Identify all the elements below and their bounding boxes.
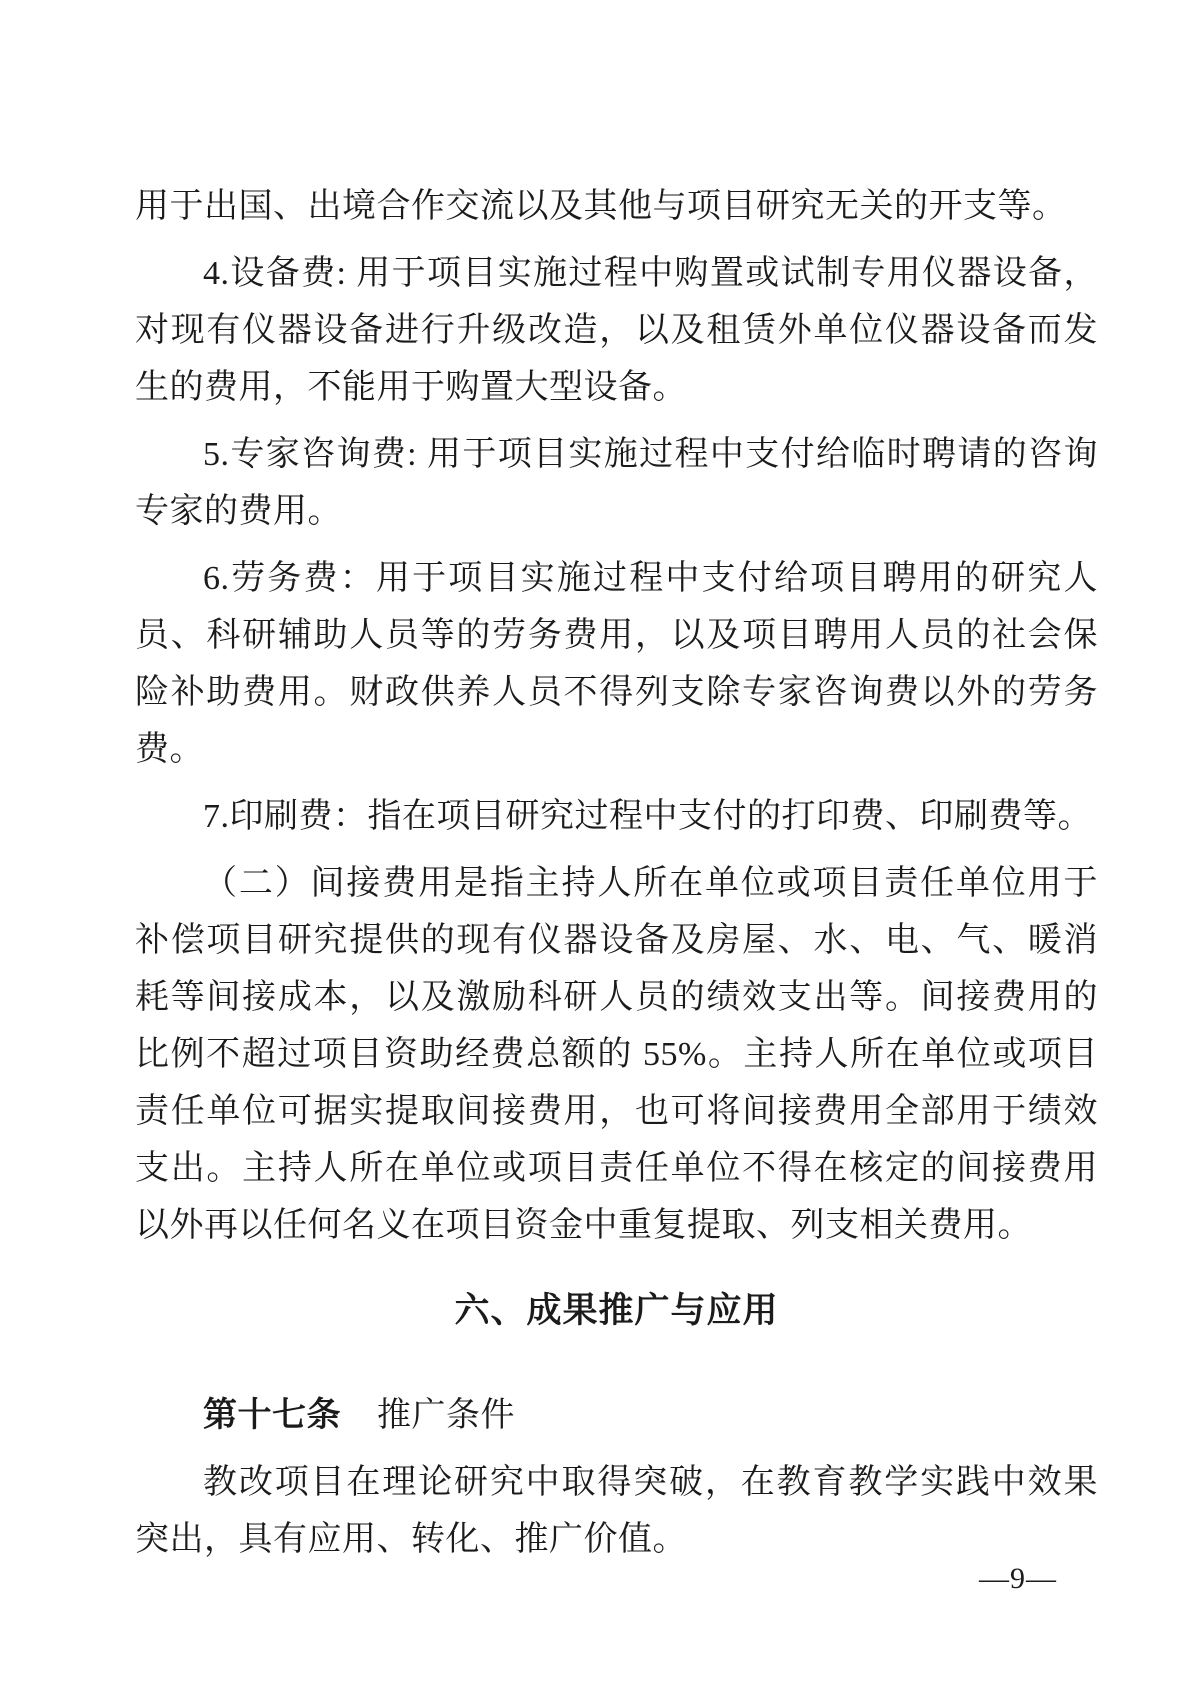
document-body: [135, 178, 1098, 1568]
paragraph-printing-fee: 7.印刷费：指在项目研究过程中支付的打印费、印刷费等。: [203, 798, 1092, 835]
paragraph-equipment-fee: 4.设备费: 用于项目实施过程中购置或试制专用仪器设备，对现有仪器设备进行升级改造，以及租赁外单位仪器设备而发生的费用，不能用于购置大型设备。: [135, 255, 1098, 406]
paragraph-promotion-conditions: 教改项目在理论研究中取得突破，在教育教学实践中效果突出，具有应用、转化、推广价值。: [135, 1464, 1098, 1558]
article-number: 第十七条: [203, 1396, 341, 1434]
paragraph-expert-consulting-fee: 5.专家咨询费: 用于项目实施过程中支付给临时聘请的咨询专家的费用。: [135, 436, 1098, 530]
article-title: 推广条件: [377, 1397, 515, 1434]
paragraph-labor-fee: 6.劳务费：用于项目实施过程中支付给项目聘用的研究人员、科研辅助人员等的劳务费用，以及项目聘用人员的社会保险补助费用。财政供养人员不得列支除专家咨询费以外的劳务费。: [135, 560, 1098, 768]
article-line: [135, 1387, 1098, 1444]
page-number: —9—: [979, 1562, 1057, 1595]
section-heading: 六、成果推广与应用: [454, 1291, 779, 1330]
paragraph-continuation: 用于出国、出境合作交流以及其他与项目研究无关的开支等。: [135, 188, 1067, 225]
paragraph-indirect-costs: （二）间接费用是指主持人所在单位或项目责任单位用于补偿项目研究提供的现有仪器设备及房屋、水、电、气、暖消耗等间接成本，以及激励科研人员的绩效支出等。间接费用的比例不超过项目资助经费总额的 55%。主持人所在单位或项目责任单位可据实提取间接费用，也可将间接费用全部用于绩效支出。主持人所在单位或项目责任单位不得在核定的间接费用以外再以任何名义在项目资金中重复提取、列支相关费用。: [135, 865, 1098, 1244]
